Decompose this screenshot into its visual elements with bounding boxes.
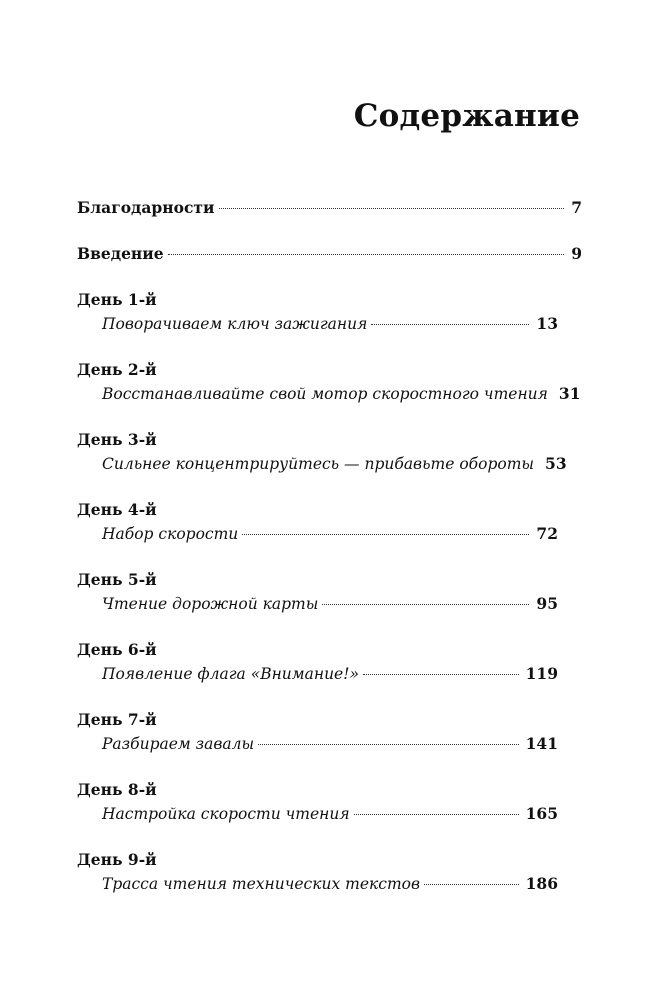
toc-day-6 — [77, 638, 582, 686]
toc-entry-label: Восстанавливайте свой мотор скоростного чтения — [102, 385, 548, 403]
toc-day-2 — [77, 358, 582, 406]
toc-entry-introduction[interactable] — [77, 242, 582, 266]
day-heading: День 7-й — [77, 710, 157, 729]
page-title: Содержание — [353, 98, 580, 134]
day-heading: День 2-й — [77, 360, 157, 379]
toc-entry-page: 72 — [536, 524, 558, 543]
toc-day-4 — [77, 498, 582, 546]
toc-entry-page: 53 — [545, 454, 567, 473]
day-heading: День 3-й — [77, 430, 157, 449]
dot-leader — [424, 884, 519, 885]
toc-day-8 — [77, 778, 582, 826]
dot-leader — [354, 814, 519, 815]
toc-entry-label: Разбираем завалы — [102, 735, 255, 753]
dot-leader — [363, 674, 519, 675]
day-heading: День 6-й — [77, 640, 157, 659]
dot-leader — [322, 604, 529, 605]
day-heading: День 4-й — [77, 500, 157, 519]
toc-entry-chapter[interactable] — [77, 802, 558, 826]
toc-entry-page: 9 — [571, 244, 582, 263]
toc-entry-chapter[interactable] — [77, 592, 558, 616]
toc-day-9 — [77, 848, 582, 896]
toc-entry-acknowledgements[interactable] — [77, 196, 582, 220]
toc-entry-page: 95 — [536, 594, 558, 613]
toc-entry-label: Настройка скорости чтения — [102, 805, 350, 823]
day-heading: День 8-й — [77, 780, 157, 799]
toc-entry-label: Благодарности — [77, 198, 215, 217]
toc-entry-chapter[interactable] — [77, 522, 558, 546]
dot-leader — [258, 744, 519, 745]
toc-entry-label: Введение — [77, 244, 164, 263]
dot-leader — [371, 324, 529, 325]
toc-entry-chapter[interactable] — [77, 452, 567, 476]
toc-entry-page: 7 — [571, 198, 582, 217]
toc-entry-label: Чтение дорожной карты — [102, 595, 319, 613]
toc-entry-page: 31 — [558, 384, 581, 403]
day-heading: День 9-й — [77, 850, 157, 869]
toc-entry-label: Сильнее концентрируйтесь — прибавьте обороты — [102, 455, 535, 473]
table-of-contents — [77, 196, 582, 896]
toc-day-7 — [77, 708, 582, 756]
toc-entry-chapter[interactable] — [77, 662, 558, 686]
dot-leader — [168, 254, 565, 255]
dot-leader — [242, 534, 529, 535]
toc-day-5 — [77, 568, 582, 616]
toc-entry-label: Поворачиваем ключ зажигания — [102, 315, 368, 333]
toc-entry-page: 186 — [525, 874, 558, 893]
toc-entry-chapter[interactable] — [77, 732, 558, 756]
toc-entry-chapter[interactable] — [77, 382, 581, 406]
toc-entry-label: Набор скорости — [102, 525, 239, 543]
toc-entry-page: 141 — [525, 734, 558, 753]
day-heading: День 1-й — [77, 290, 157, 309]
toc-entry-label: Появление флага «Внимание!» — [102, 665, 359, 683]
toc-entry-page: 13 — [536, 314, 558, 333]
toc-entry-chapter[interactable] — [77, 312, 558, 336]
toc-entry-chapter[interactable] — [77, 872, 558, 896]
day-heading: День 5-й — [77, 570, 157, 589]
toc-day-3 — [77, 428, 582, 476]
toc-day-1 — [77, 288, 582, 336]
dot-leader — [219, 208, 565, 209]
toc-entry-page: 165 — [525, 804, 558, 823]
toc-entry-label: Трасса чтения технических текстов — [102, 875, 420, 893]
toc-entry-page: 119 — [525, 664, 558, 683]
